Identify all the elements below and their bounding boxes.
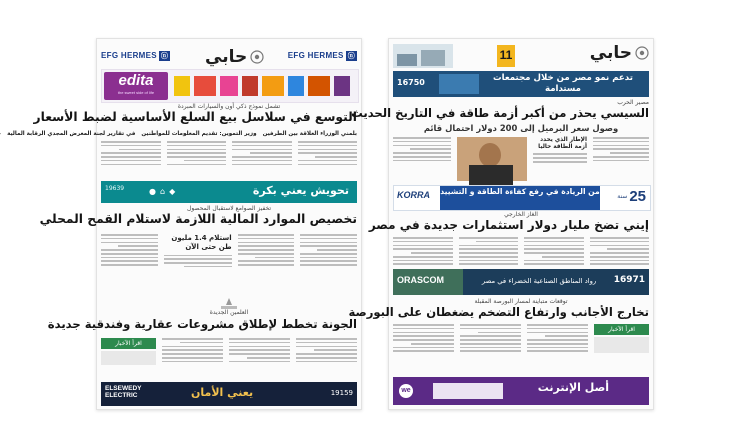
product-pack [288,76,304,96]
product-pack [334,76,350,96]
story1-headline[interactable]: السيسي يحذر من أكبر أزمة طاقة في التاريخ الحديث [351,106,649,120]
page-header [393,43,649,69]
story3-kicker: توقعات متباينة لمسار البورصة المقبلة [474,298,568,305]
edita-logo: edita the sweet side of life [104,72,168,100]
orascom-text: رواد المناطق الصناعية الخضراء في مصر [481,277,597,285]
ad-number: 16750 [397,78,425,87]
product-pack [262,76,284,96]
read-news-widget[interactable]: اقرأ الآخبار [594,324,649,335]
story1-subhead: وصول سعر البرميل إلى 200 دولار احتمال قائم [423,123,619,133]
product-strip [174,76,350,96]
masthead-title: حابي [205,47,248,67]
story3-headline[interactable]: تخارج الأجانب وارتفاع التضخم يضغطان على البورصة [348,305,649,319]
masthead-title: حابي [589,43,632,63]
read-news-widget[interactable]: اقرأ الآخبار [101,338,156,349]
story1-headline[interactable]: التوسع في سلاسل بيع السلع الأساسية لضبط الأسعار [33,110,357,124]
ad-text: تدعم نمو مصر من خلال مجتمعات مستدامة [493,73,633,94]
masthead-logo-icon [250,50,264,64]
orascom-logo: ORASCOM [397,275,444,285]
story1-quote: الإطار الذي يحدد أزمة الطاقة حاليا [533,137,587,165]
highlight-text: في تقارير لجنة المعرض المجدي الرقابة المالية [7,131,136,137]
story3-columns [101,338,357,365]
newspaper-page-left [7,38,362,410]
car-icon: ◆ [169,187,176,196]
hotline-number: 19159 [330,389,353,397]
we-slogan: أصل الإنترنت [537,381,609,394]
savings-banner-ad[interactable] [101,181,357,203]
product-pack [174,76,190,96]
banner-icons [149,187,175,196]
page-header [101,47,357,65]
elsewedy-logo: ELSEWEDY ELECTRIC [105,385,142,400]
product-pack [194,76,216,96]
qr-code [101,351,156,365]
story2-columns [101,234,357,270]
elsewedy-slogan: يعني الأمان [191,386,254,399]
product-pack [308,76,330,96]
qr-code [594,337,649,353]
orascom-number: 16971 [613,275,645,285]
story2-headline[interactable]: تخصيص الموارد المالية اللازمة لاستلام القمح المحلي [39,212,357,226]
story1-col-left [393,137,451,163]
header-ad-thumbnail[interactable] [393,44,453,68]
highlight-text: وزير التموين: تقديم المعلومات للمواطنين [141,131,257,137]
home-icon: ⌂ [159,187,166,196]
product-pack [242,76,258,96]
highlight-text [0,131,1,138]
sponsor-logo-left: EFG HERMES ⓝ [101,51,169,60]
korra-logo: KORRA [397,190,430,200]
we-ad[interactable] [393,377,649,405]
orascom-ad[interactable] [393,269,649,295]
story1-kicker: مصير الحرب [617,99,649,106]
story1-col-right [593,137,649,163]
story3-columns [393,324,649,354]
korra-ad[interactable] [393,185,651,211]
korra-message: من الريادة في رفع كفاءة الطاقة و التشييد [440,186,600,210]
story1-body [7,131,357,167]
masthead-logo-icon [635,46,649,60]
story3-kicker: العلمين الجديدة [209,309,249,316]
story2-highlight: استلام 1.4 مليون طن حتى الآن [171,234,232,251]
president-photo [457,137,527,181]
masthead [590,43,649,63]
ad-image [439,74,479,94]
product-pack [220,76,238,96]
story3-headline[interactable]: الجونة تخطط لإطلاق مشروعات عقارية وفندقية جديدة [47,317,357,331]
issue-badge: 11 [497,45,515,67]
elsewedy-ad[interactable] [101,382,357,406]
edita-ad[interactable] [101,69,359,103]
story3-body [101,338,357,365]
masthead [205,47,264,67]
story2-columns [393,237,649,267]
router-image [433,383,503,399]
newspaper-page-right [348,38,654,410]
story2-body [101,234,357,270]
story2-headline[interactable]: إيني تضخ مليار دولار استثمارات جديدة في مصر [368,218,649,232]
sponsor-logo-right: EFG HERMES ⓝ [287,51,355,60]
banner-number: 19639 [105,185,125,192]
story3-body [393,324,649,354]
we-logo: we [399,384,413,398]
story1-kicker: تشمل نموذج ذكي أون والسيارات المبردة [177,103,281,110]
story1-columns [101,141,357,167]
development-ad[interactable] [393,71,649,97]
coin-icon: ● [149,187,156,196]
banner-slogan: تحويش يعني بكرة [252,184,349,197]
story2-kicker: تخفيز الصوامع لاستقبال المحصول [186,205,272,212]
story1-body [393,137,649,183]
story1-highlights [7,131,357,138]
story2-body [393,237,649,267]
highlight-text: بلمني الوزراء العلاقة بين الطرفين [262,131,357,137]
korra-anniversary: سنة 25 [617,188,646,205]
story2-kicker: الغاز الخارجي [504,211,538,218]
